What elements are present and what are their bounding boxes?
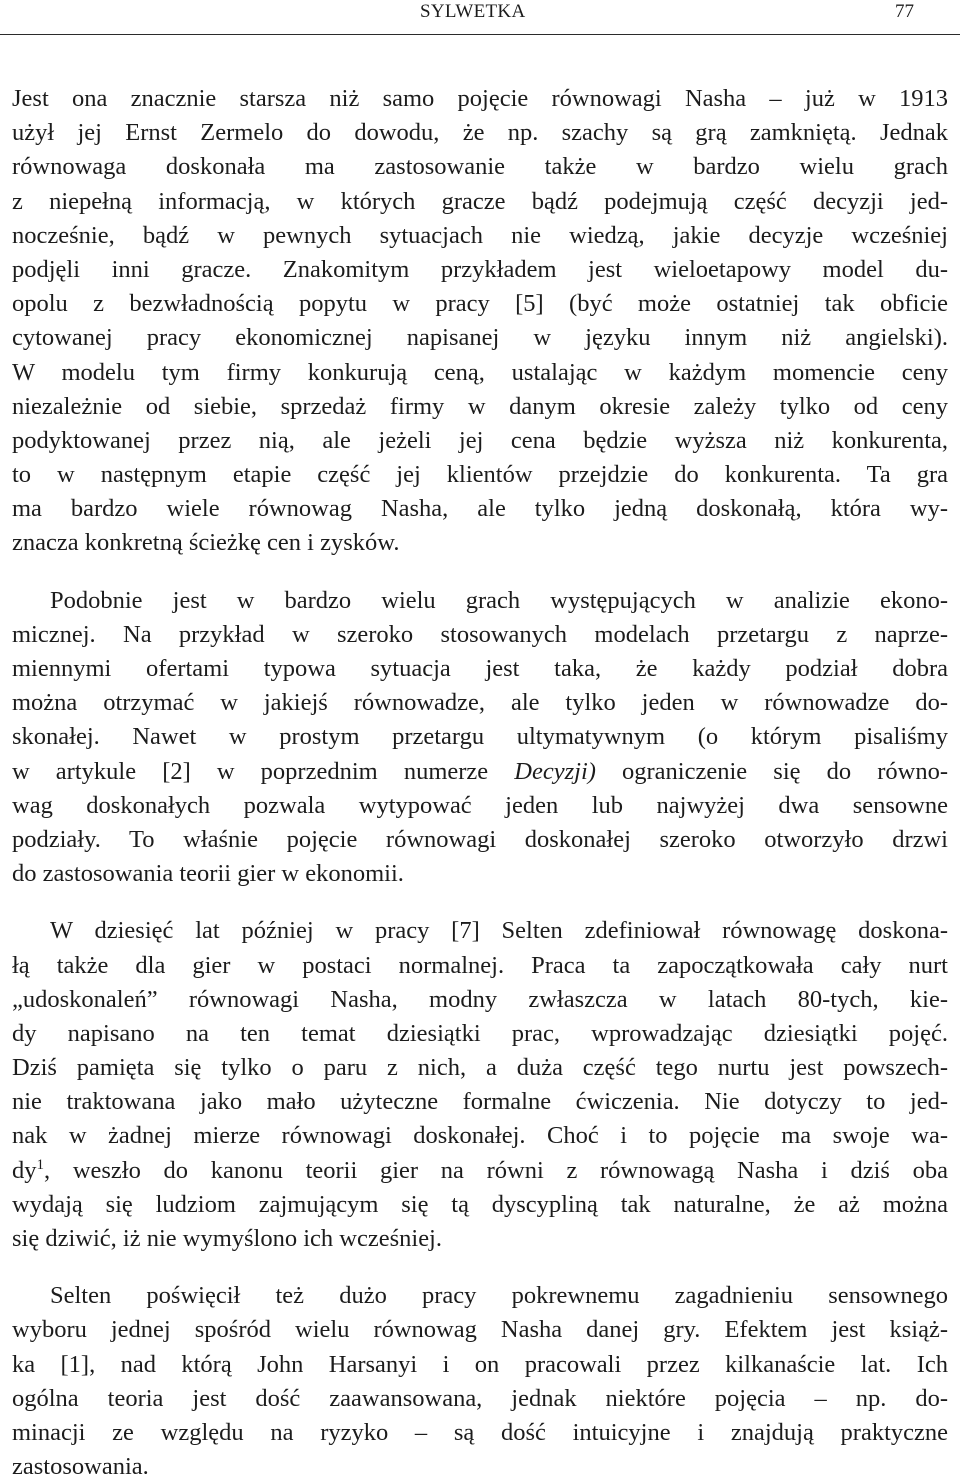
footnote-marker: 1: [36, 1156, 44, 1173]
text-line: skonałej. Nawet w prostym przetargu ultymatywnym (o którym pisaliśmy: [12, 723, 948, 751]
text-line-with-italic: [12, 755, 948, 789]
text-line: minacji ze względu na ryzyko – są dość intuicyjne i znajdują praktyczne: [12, 1418, 948, 1446]
text-line: można otrzymać w jakiejś równowadze, ale tylko jeden w równowadze do-: [12, 689, 948, 717]
text-line: wag doskonałych pozwala wytypować jeden lub najwyżej dwa sensowne: [12, 791, 948, 819]
running-header: [0, 0, 960, 35]
text-line: Podobnie jest w bardzo wielu grach występujących w analizie ekono-: [50, 586, 948, 614]
text-line: z niepełną informacją, w których gracze bądź podejmują część decyzji jed-: [12, 187, 948, 215]
text-line: miennymi ofertami typowa sytuacja jest taka, że każdy podział dobra: [12, 655, 948, 682]
article-body: [12, 82, 948, 1484]
page-number: 77: [895, 1, 914, 22]
text-line: „udoskonaleń” równowagi Nasha, modny zwłaszcza w latach 80-tych, kie-: [12, 985, 948, 1013]
text-line: to w następnym etapie część jej klientów przejdzie do konkurenta. Ta gra: [12, 461, 948, 489]
text-line: równowaga doskonała ma zastosowanie także w bardzo wielu grach: [12, 153, 948, 181]
text-run: w artykule [2] w poprzednim numerze: [12, 757, 515, 785]
text-line: nie traktowana jako mało użyteczne formalne ćwiczenia. Nie dotyczy to jed-: [12, 1088, 948, 1116]
text-line: wyboru jednej spośród wielu równowag Nasha danej gry. Efektem jest książ-: [12, 1316, 948, 1344]
text-line: opolu z bezwładnością popytu w pracy [5] (być może ostatniej tak obficie: [12, 290, 948, 318]
text-line: zastosowania.: [12, 1453, 149, 1481]
text-line: do zastosowania teorii gier w ekonomii.: [12, 860, 404, 888]
text-line: nak w żadnej mierze równowagi doskonałej. Choć i to pojęcie ma swoje wa-: [12, 1122, 948, 1150]
text-line: podjęli inni gracze. Znakomitym przykładem jest wieloetapowy model du-: [12, 255, 948, 283]
text-line: się dziwić, iż nie wymyślono ich wcześniej.: [12, 1225, 442, 1252]
journal-title-italic: Decyzji): [514, 757, 596, 785]
paragraph-2: [12, 584, 948, 892]
running-title: SYLWETKA: [420, 1, 526, 22]
paragraph-1: [12, 82, 948, 561]
text-line: podziały. To właśnie pojęcie równowagi doskonałej szeroko otworzyło drzwi: [12, 825, 948, 853]
text-line: micznej. Na przykład w szeroko stosowanych modelach przetargu z naprze-: [12, 620, 948, 648]
text-line: Jest ona znacznie starsza niż samo pojęcie równowagi Nasha – już w 1913: [12, 85, 948, 112]
text-line: cytowanej pracy ekonomicznej napisanej w języku innym niż angielski).: [12, 324, 948, 352]
text-line: ma bardzo wiele równowag Nasha, ale tylko jedną doskonałą, która wy-: [12, 495, 948, 523]
text-line: wydają się ludziom zajmującym się tą dyscypliną tak naturalne, że aż można: [12, 1190, 948, 1218]
text-line: użył jej Ernst Zermelo do dowodu, że np. szachy są grą zamkniętą. Jednak: [12, 119, 948, 147]
text-line: podyktowanej przez nią, ale jeżeli jej cena będzie wyższa niż konkurenta,: [12, 426, 948, 454]
paragraph-3: [12, 914, 948, 1256]
text-run: dy: [12, 1156, 37, 1184]
text-line: łą także dla gier w postaci normalnej. Praca ta zapoczątkowała cały nurt: [12, 951, 948, 979]
text-line: znacza konkretną ścieżkę cen i zysków.: [12, 529, 400, 557]
text-line: ogólna teoria jest dość zaawansowana, jednak niektóre pojęcia – np. do-: [12, 1384, 948, 1412]
text-line: Selten poświęcił też dużo pracy pokrewnemu zagadnieniu sensownego: [50, 1282, 948, 1310]
text-line: W modelu tym firmy konkurują ceną, ustalając w każdym momencie ceny: [12, 358, 948, 386]
text-line: W dziesięć lat później w pracy [7] Selten zdefiniował równowagę doskona-: [50, 917, 948, 945]
text-line-with-footnote: [12, 1154, 948, 1188]
text-run: ograniczenie się do równo-: [595, 757, 948, 785]
paragraph-4: [12, 1279, 948, 1484]
text-line: niezależnie od siebie, sprzedaż firmy w danym okresie zależy tylko od ceny: [12, 392, 948, 420]
text-line: nocześnie, bądź w pewnych sytuacjach nie wiedzą, jakie decyzje wcześniej: [12, 221, 948, 249]
text-line: ka [1], nad którą John Harsanyi i on pracowali przez kilkanaście lat. Ich: [12, 1350, 948, 1378]
text-line: dy napisano na ten temat dziesiątki prac, wprowadzając dziesiątki pojęć.: [12, 1019, 948, 1047]
text-line: Dziś pamięta się tylko o paru z nich, a duża część tego nurtu jest powszech-: [12, 1054, 948, 1082]
text-run: , weszło do kanonu teorii gier na równi z równowagą Nasha i dziś oba: [44, 1156, 948, 1184]
